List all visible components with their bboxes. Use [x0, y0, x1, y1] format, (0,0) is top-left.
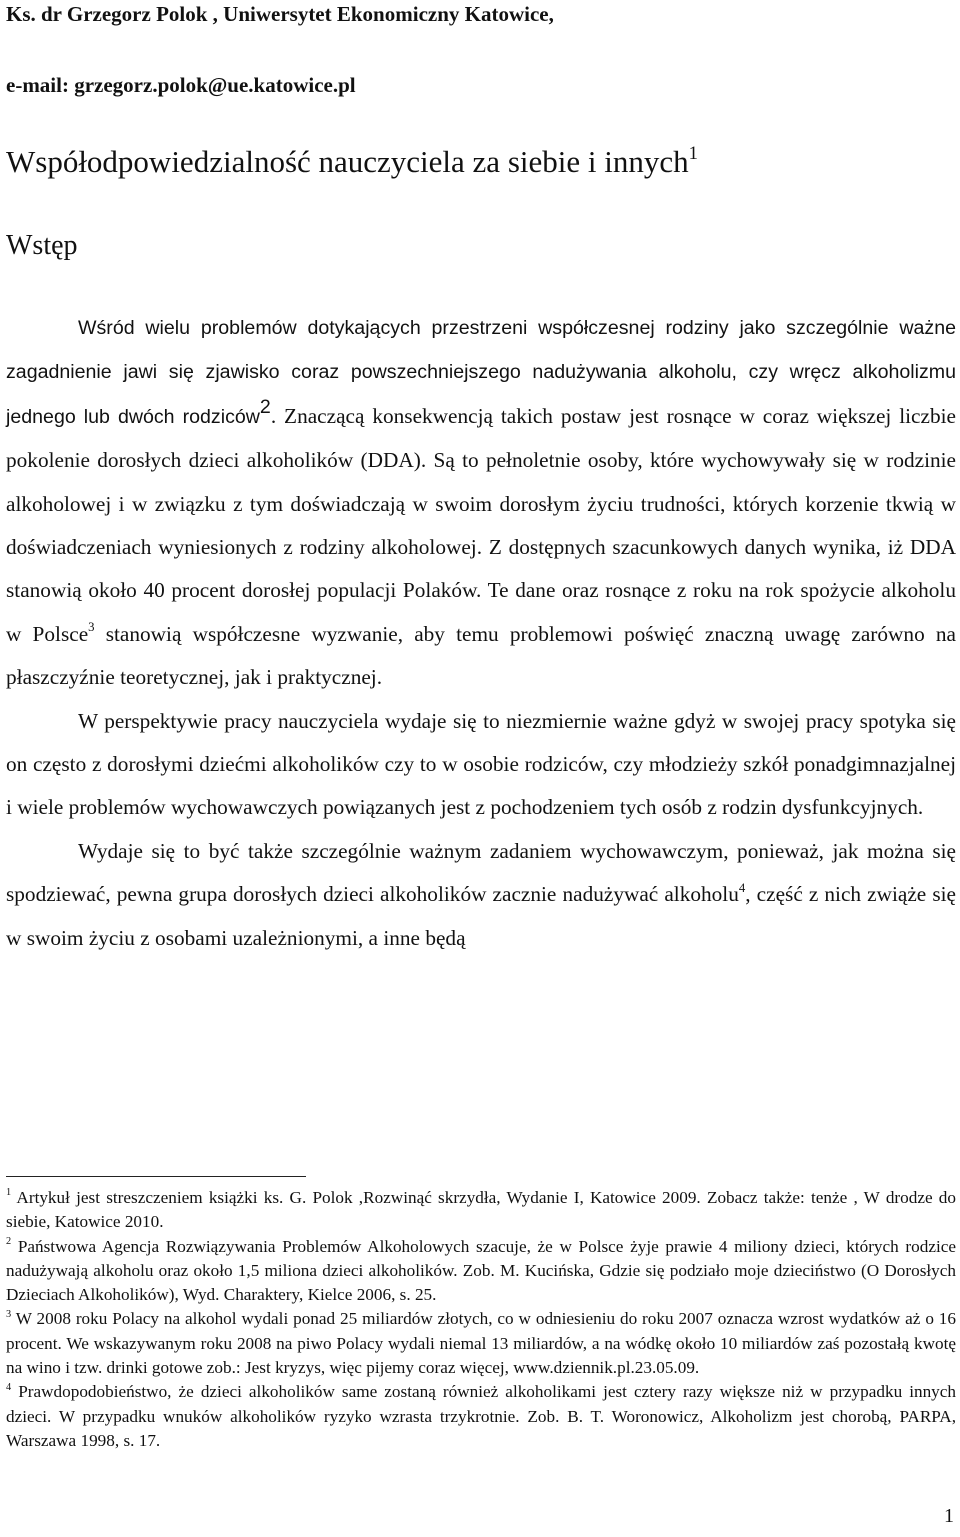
paragraph-3-part-1: Wydaje się to być także szczególnie ważnym zadaniem wychowawczym, ponieważ, jak można się spodziewać, pewna grupa dorosłych dzieci alkoholików zacznie nadużywać alkoholu — [6, 838, 956, 907]
page-number: 1 — [944, 1505, 954, 1527]
author-line: Ks. dr Grzegorz Polok , Uniwersytet Ekonomiczny Katowice, — [6, 2, 554, 26]
footnote-number: 3 — [6, 1308, 12, 1320]
paragraph-1-part-4: stanowią współczesne wyzwanie, aby temu problemowi poświęć znaczną uwagę zarówno na płaszczyźnie teoretycznej, jak i praktycznej. — [6, 621, 956, 690]
footnotes — [6, 1186, 956, 1453]
footnote-ref-3[interactable]: 3 — [88, 620, 95, 635]
footnote-separator — [6, 1176, 306, 1177]
paragraph-2: W perspektywie pracy nauczyciela wydaje się to niezmiernie ważne gdyż w swojej pracy spotyka się on często z dorosłymi dziećmi alkoholików czy to w osobie rodziców, czy młodzieży szkół ponadgimnazjalnej i wiele problemów wychowawczych powiązanych jest z pochodzeniem tych osób z rodzin dysfunkcyjnych. — [6, 708, 956, 820]
paragraph-3-part-2: , część z nich zwiąże się w swoim życiu z osobami uzależnionymi, a inne będą — [6, 882, 956, 950]
footnote-text: Artykuł jest streszczeniem książki ks. G. Polok ,Rozwinąć skrzydła, Wydanie I, Katowice 2009. Zobacz także: tenże , W drodze do siebie, Katowice 2010. — [6, 1188, 956, 1232]
footnote-4 — [6, 1380, 956, 1453]
paragraph-1-part-1: Wśród wielu problemów dotykających przestrzeni współczesnej rodziny jako szczególnie ważne zagadnienie jawi się zjawisko coraz powszechniejszego nadużywania alkoholu, czy wręcz alkoholizmu jednego lub dwóch rodziców — [6, 317, 956, 428]
page-title — [6, 142, 956, 182]
email-line: e-mail: grzegorz.polok@ue.katowice.pl — [6, 73, 356, 97]
footnote-2 — [6, 1235, 956, 1308]
footnote-text: Prawdopodobieństwo, że dzieci alkoholików same zostaną również alkoholikami jest cztery razy większe niż w przypadku innych dzieci. W przypadku wnuków alkoholików ryzyko wzrasta trzykrotnie. Zob. B. T. Woronowicz, Alkoholizm jest chorobą, PARPA, Warszawa 1998, s. 17. — [6, 1382, 956, 1450]
footnote-text: Państwowa Agencja Rozwiązywania Problemów Alkoholowych szacuje, że w Polsce żyje prawie 4 miliony dzieci, których rodzice nadużywają alkoholu oraz około 1,5 miliona dzieci alkoholików. Zob. M. Kucińska, Gdzie się podziało moje dzieciństwo (O Dorosłych Dzieciach Alkoholików), Wyd. Charaktery, Kielce 2006, s. 25. — [6, 1236, 956, 1305]
paragraph-1-part-3: Są to pełnoletnie osoby, które wychowywały się w rodzinie alkoholowej i w związku z tym doświadczają w swoim dorosłym życiu trudności, których korzenie tkwią w doświadczeniach wyniesionych z rodziny alkoholowej. Z dostępnych szacunkowych danych wynika, iż DDA stanowią około 40 procent dorosłej populacji Polaków. Te dane oraz rosnące z roku na rok spożycie alkoholu w Polsce — [6, 448, 957, 646]
footnote-ref-4[interactable]: 4 — [738, 880, 746, 895]
footnote-number: 2 — [6, 1235, 12, 1247]
footnote-text: W 2008 roku Polacy na alkohol wydali ponad 25 miliardów złotych, co w odniesieniu do roku 2007 oznacza wzrost wydatków aż o 16 procent. We wskazywanym roku 2008 na piwo Polacy wydali niemal 13 miliardów, a na wódkę około 10 miliardów zaś pozostałą kwotę na wino i tzw. drinki gotowe zob.: Jest kryzys, więc pijemy coraz więcej, www.dziennik.pl.23.05.09. — [6, 1309, 956, 1378]
footnote-ref-1[interactable]: 1 — [688, 142, 698, 164]
footnote-ref-2[interactable]: 2 — [259, 395, 271, 418]
footnote-number: 4 — [6, 1381, 12, 1393]
paragraph-1 — [6, 306, 956, 700]
footnote-1 — [6, 1186, 956, 1235]
body-text — [6, 306, 956, 960]
footnote-number: 1 — [6, 1187, 12, 1199]
title-text: Współodpowiedzialność nauczyciela za siebie i innych — [6, 144, 689, 179]
footnote-3 — [6, 1307, 956, 1380]
section-heading: Wstęp — [6, 230, 78, 261]
paragraph-1-part-2: . Znaczącą konsekwencją takich postaw jest rosnące w coraz większej liczbie pokolenie dorosłych dzieci alkoholików (DDA). — [6, 403, 956, 473]
paragraph-3 — [6, 830, 956, 960]
